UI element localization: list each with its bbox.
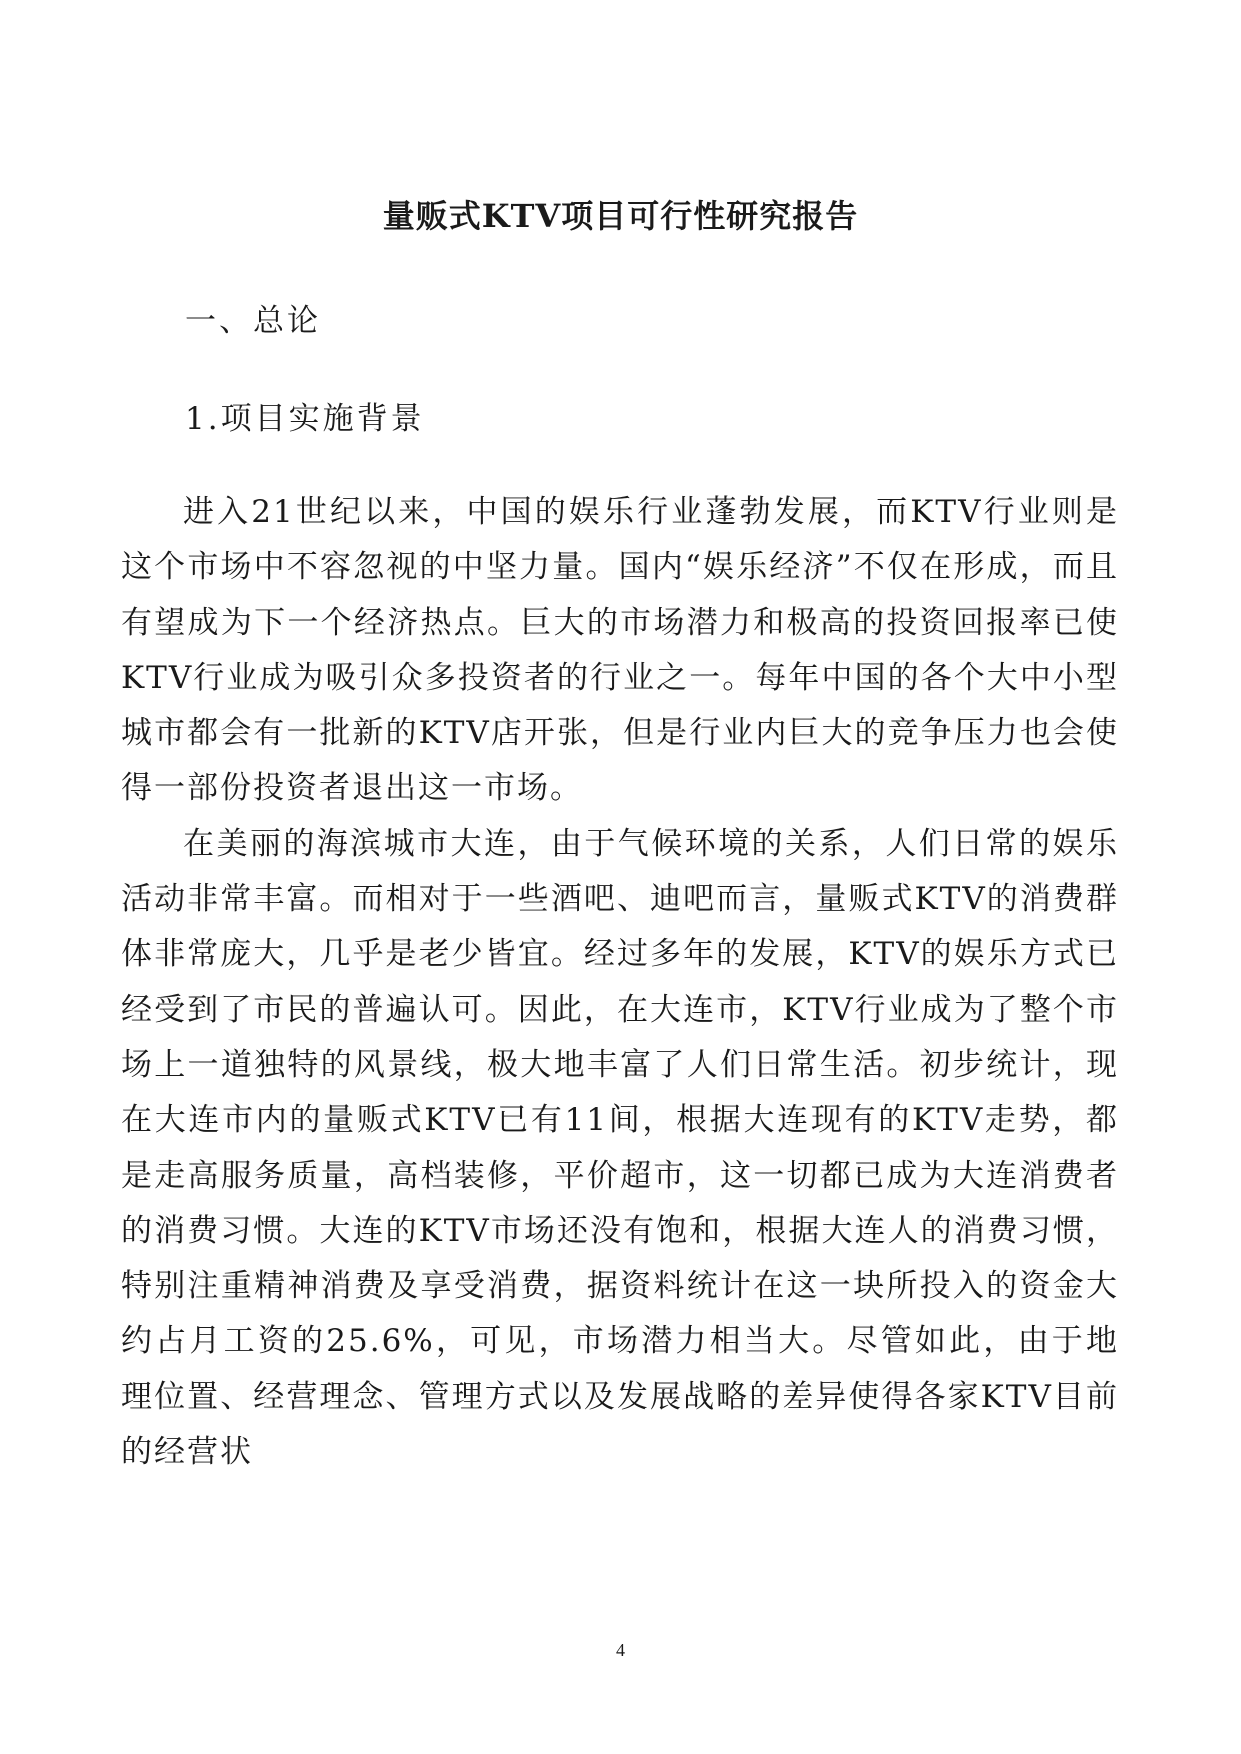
page-number: 4 bbox=[616, 1640, 625, 1660]
subsection-heading: 1.项目实施背景 bbox=[185, 401, 425, 437]
section-heading: 一、总论 bbox=[185, 303, 321, 339]
document-body bbox=[121, 485, 1119, 1480]
paragraph: 进入21世纪以来，中国的娱乐行业蓬勃发展，而KTV行业则是这个市场中不容忽视的中坚力量。国内“娱乐经济”不仅在形成，而且有望成为下一个经济热点。巨大的市场潜力和极高的投资回报率已使KTV行业成为吸引众多投资者的行业之一。每年中国的各个大中小型城市都会有一批新的KTV店开张，但是行业内巨大的竞争压力也会使得一部份投资者退出这一市场。 bbox=[121, 494, 1119, 807]
document-title: 量贩式KTV项目可行性研究报告 bbox=[382, 197, 859, 235]
paragraph: 在美丽的海滨城市大连，由于气候环境的关系，人们日常的娱乐活动非常丰富。而相对于一些酒吧、迪吧而言，量贩式KTV的消费群体非常庞大，几乎是老少皆宜。经过多年的发展，KTV的娱乐方式已经受到了市民的普遍认可。因此，在大连市，KTV行业成为了整个市场上一道独特的风景线，极大地丰富了人们日常生活。初步统计，现在大连市内的量贩式KTV已有11间，根据大连现有的KTV走势，都是走高服务质量，高档装修，平价超市，这一切都已成为大连消费者的消费习惯。大连的KTV市场还没有饱和，根据大连人的消费习惯，特别注重精神消费及享受消费，据资料统计在这一块所投入的资金大约占月工资的25.6%，可见，市场潜力相当大。尽管如此，由于地理位置、经营理念、管理方式以及发展战略的差异使得各家KTV目前的经营状 bbox=[121, 825, 1119, 1471]
